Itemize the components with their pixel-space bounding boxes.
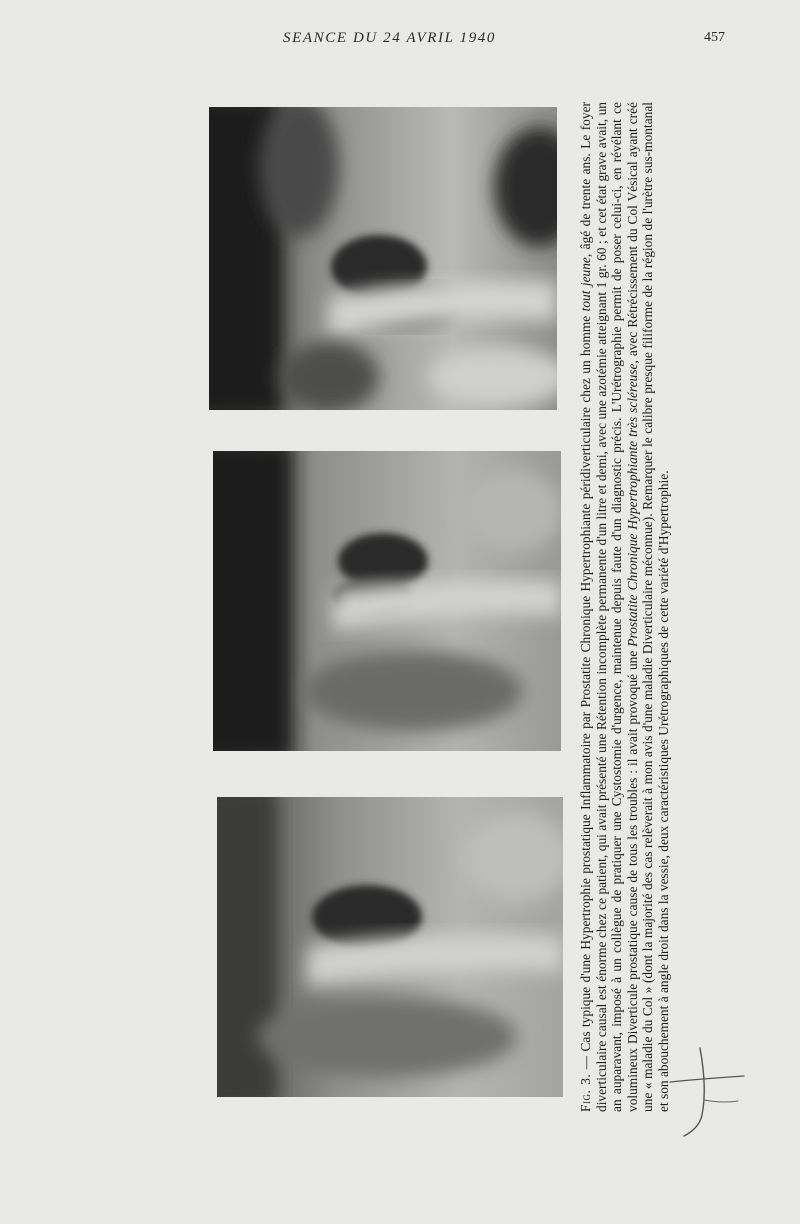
caption-part-1: Cas typique d'une Hypertrophie prostatique Inflammatoire par Prostatite Chronique Hypertrophiante péridiverticulaire chez un homme [578, 311, 593, 1052]
caption-text [578, 102, 671, 1112]
caption-emphasis-2: Prostatite Chronique Hypertrophiante très scléreuse, [624, 360, 640, 647]
figure-label: Fig. 3. [578, 1073, 593, 1112]
handwritten-signature-icon [660, 1040, 750, 1140]
caption-part-2: âgé de trente ans. Le foyer diverticulaire causal est énorme chez ce patient, qui avait présenté une Rétention incomplète permanente d'un litre et demi, avec une azotémie atteignant 1 gr. 60 ; et cet état grave avait, un an auparavant, imposé à un collègue de pratiquer une Cystostomie d'urgence, maintenue depuis faute d'un diagnostic précis. L'Urétrographie permit de poser celui-ci, en révélant ce volumineux Diverticule prostatique cause de tous les troubles : il avait provoqué une [578, 102, 640, 1112]
running-head: SEANCE DU 24 AVRIL 1940 [283, 30, 496, 46]
figure-caption [578, 102, 728, 1112]
caption-part-3: avec Rétrécissement du Col Vésical ayant créé une « maladie du Col » (dont la majorité des cas relèverait à mon avis d'une maladie Diverticulaire méconnue). Remarquer le calibre presque filiforme de la région de l'urètre sus-montanal et son abouchement à angle droit dans la vessie, deux caractéristiques Urétrographiques de cette variété d'Hypertrophie. [624, 101, 671, 1112]
caption-dash: — [578, 1051, 593, 1074]
page-number: 457 [704, 30, 725, 45]
caption-emphasis-1: tout jeune, [578, 253, 593, 312]
radiograph-middle-image [213, 451, 561, 751]
radiograph-middle [213, 451, 561, 751]
radiograph-bottom [217, 797, 563, 1097]
radiograph-top-image [209, 107, 557, 410]
page-header [0, 30, 800, 54]
radiograph-top [209, 107, 557, 410]
radiograph-bottom-image [217, 797, 563, 1097]
